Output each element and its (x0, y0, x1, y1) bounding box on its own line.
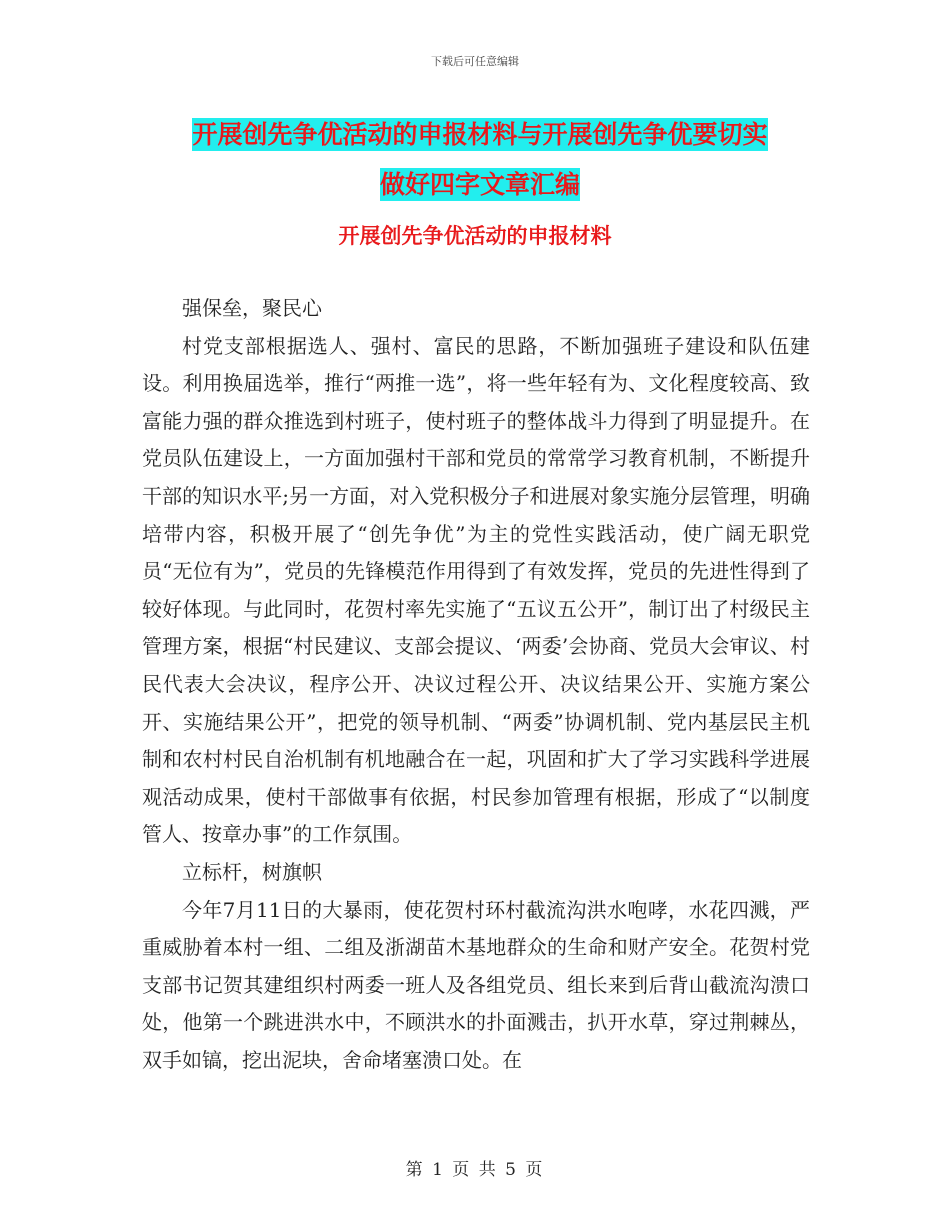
body-paragraph: 村党支部根据选人、强村、富民的思路，不断加强班子建设和队伍建设。利用换届选举，推行“两推一选”，将一些年轻有为、文化程度较高、致富能力强的群众推选到村班子，使村班子的整体战斗力得到了明显提升。在党员队伍建设上，一方面加强村干部和党员的常常学习教育机制，不断提升干部的知识水平;另一方面，对入党积极分子和进展对象实施分层管理，明确培带内容，积极开展了“创先争优”为主的党性实践活动，使广阔无职党员“无位有为”，党员的先锋模范作用得到了有效发挥，党员的先进性得到了较好体现。与此同时，花贺村率先实施了“五议五公开”，制订出了村级民主管理方案，根据“村民建议、支部会提议、‘两委’会协商、党员大会审议、村民代表大会决议，程序公开、决议过程公开、决议结果公开、实施方案公开、实施结果公开”，把党的领导机制、“两委”协调机制、党内基层民主机制和农村村民自治机制有机地融合在一起，巩固和扩大了学习实践科学进展观活动成果，使村干部做事有依据，村民参加管理有根据，形成了“以制度管人、按章办事”的工作氛围。 (142, 333, 810, 847)
document-body (142, 290, 810, 1079)
section-title: 开展创先争优活动的申报材料 (338, 223, 612, 248)
page-footer: 第 1 页 共 5 页 (405, 1160, 545, 1180)
body-paragraph: 今年7月11日的大暴雨，使花贺村环村截流沟洪水咆哮，水花四溅，严重威胁着本村一组、二组及浙湖苗木基地群众的生命和财产安全。花贺村党支部书记贺其建组织村两委一班人及各组党员、组长来到后背山截流沟溃口处，他第一个跳进洪水中，不顾洪水的扑面溅击，扒开水草，穿过荆棘丛，双手如镐，挖出泥块，舍命堵塞溃口处。在 (142, 897, 810, 1072)
page-header-note: 下载后可任意编辑 (431, 55, 519, 68)
document-title-line-2: 做好四字文章汇编 (379, 170, 580, 199)
subheading-strengthen-fortress: 强保垒，聚民心 (182, 296, 322, 320)
document-title-line-1: 开展创先争优活动的申报材料与开展创先争优要切实 (192, 120, 768, 149)
document-title (140, 110, 820, 210)
subheading-set-benchmark: 立标杆，树旗帜 (182, 859, 322, 884)
